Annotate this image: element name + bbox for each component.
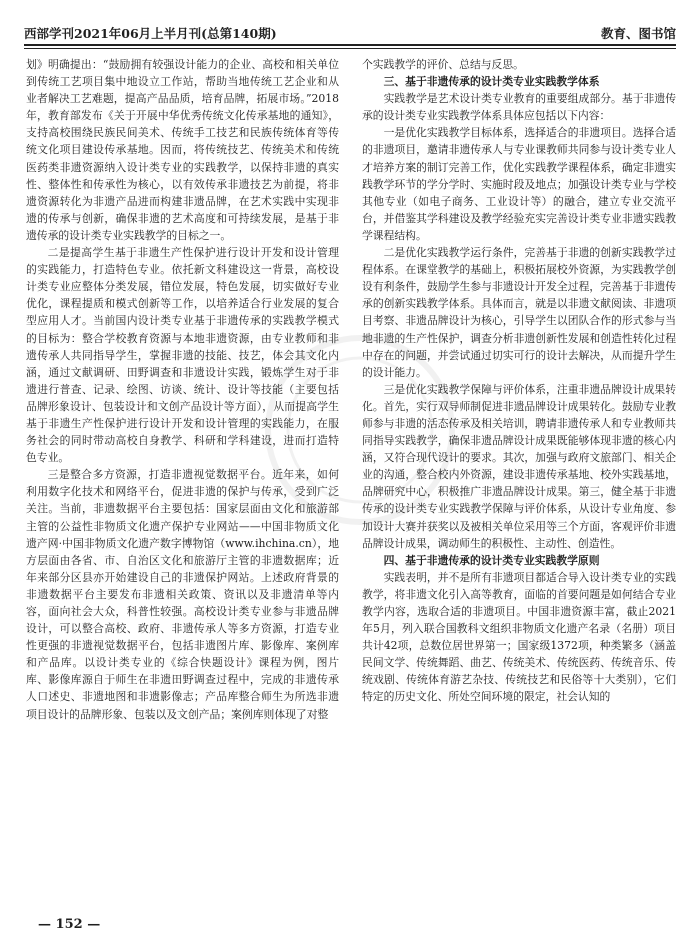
section-heading: 三、基于非遗传承的设计类专业实践教学体系 [383, 75, 600, 89]
section-label: 教育、图书馆 [600, 26, 676, 41]
running-header [24, 20, 676, 44]
body-paragraph: 二是优化实践教学运行条件，完善基于非遗的创新实践教学过程体系。在课堂教学的基础上，积极拓展校外资源，为实践教学创设有利条件，鼓励学生参与非遗设计开发全过程，完善基于非遗传承的创新实践教学体系。具体而言，就是以非遗文献阅读、非遗项目考察、非遗品牌设计为核心，引导学生以团队合作的形式参与当地非遗的生产性保护，调查分析非遗创新性发展和创造性转化过程中存在的问题，并尝试通过切实可行的设计去解决，从而提升学生的设计能力。 [362, 246, 676, 379]
body-paragraph: 个实践教学的评价、总结与反思。 [362, 58, 524, 71]
body-paragraph: 划》明确提出：“鼓励拥有较强设计能力的企业、高校和相关单位到传统工艺项目集中地设立工作站，帮助当地传统工艺企业和从业者解决工艺难题，提高产品品质，培育品牌，拓展市场。”2018年，教育部发布《关于开展中华优秀传统文化传承基地的通知》，支持高校围绕民族民间美术、传统手工技艺和民族传统体育等传统文化项目建设传承基地。因而，将传统技艺、传统美术和传统医药类非遗资源纳入设计类专业的实践教学，以保持非遗的真实性、整体性和传承性为核心，以有效传承非遗技艺为前提，将非遗资源转化为非遗产品进而构建非遗品牌，在艺术实践中实现非遗的传承与创新，确保非遗的艺术高度和可持续发展，是基于非遗传承的设计类专业实践教学的目标之一。 [26, 58, 339, 242]
body-paragraph: 三是优化实践教学保障与评价体系，注重非遗品牌设计成果转化。首先，实行双导师制促进非遗品牌设计成果转化。鼓励专业教师参与非遗的活态传承及相关培训，聘请非遗传承人和专业教师共同指导实践教学，确保非遗品牌设计成果既能够体现非遗的核心内涵，又符合现代设计的要求。其次，加强与政府文旅部门、相关企业的沟通，整合校内外资源，建设非遗传承基地、校外实践基地，品牌研究中心，积极推广非遗品牌设计成果。第三，健全基于非遗传承的设计类专业实践教学保障与评价体系，从设计专业角度、参加设计大赛并获奖以及被相关单位采用等三个方面，客观评价非遗品牌设计成果，调动师生的积极性、主动性、创造性。 [362, 382, 676, 550]
body-paragraph: 实践教学是艺术设计类专业教育的重要组成部分。基于非遗传承的设计类专业实践教学体系具体应包括以下内容： [362, 92, 676, 123]
body-paragraph: 三是整合多方资源，打造非遗视觉数据平台。近年来，如何利用数字化技术和网络平台，促进非遗的保护与传承，受到广泛关注。当前，非遗数据平台主要包括：国家层面由文化和旅游部主管的公益性非物质文化遗产保护专业网站——中国非物质文化遗产网·中国非物质文化遗产数字博物馆（www.ihchina.cn），地方层面由各省、市、自治区文化和旅游厅主管的非遗数据库；近年来部分区县亦开始建设自己的非遗保护网站。上述政府背景的非遗数据平台主要发布非遗相关政策、资讯以及非遗清单等内容，面向社会大众，科普性较强。高校设计类专业参与非遗品牌设计，可以整合高校、政府、非遗传承人等多方资源，打造专业性更强的非遗视觉数据平台，包括非遗图片库、影像库、案例库和产品库。以设计类专业的《综合快题设计》课程为例，图片库、影像库源自于师生在非遗田野调查过程中，完成的非遗传承人口述史、非遗地图和非遗影像志；产品库整合师生为所选非遗项目设计的品牌形象、包装以及文创产品；案例库则体现了对整 [26, 468, 339, 721]
journal-title: 西部学刊2021年06月上半月刊(总第140期) [24, 26, 277, 41]
section-heading: 四、基于非遗传承的设计类专业实践教学原则 [383, 553, 600, 567]
right-column [362, 56, 676, 906]
body-paragraph: 二是提高学生基于非遗生产性保护进行设计开发和设计管理的实践能力，打造特色专业。依托新文科建设这一背景，高校设计类专业应整体分类发展，错位发展，特色发展，切实做好专业优化，课程提质和模式创新等工作，以培养适合行业发展的复合型应用人才。当前国内设计类专业基于非遗传承的实践教学模式的目标为：整合学校教育资源与本地非遗资源，由专业教师和非遗传承人共同指导学生，掌握非遗的技能、技艺，体会其文化内涵，通过文献调研、田野调查和非遗设计实践，锻炼学生对于非遗进行普查、记录、绘图、访谈、统计、设计等技能（主要包括品牌形象设计、包装设计和文创产品设计等方面），从而提高学生基于非遗生产性保护进行设计开发和设计管理的实践能力，在服务社会的同时带动高校自身教学、科研和学科建设，进而打造特色专业。 [26, 246, 339, 465]
header-rule-thin [24, 48, 676, 49]
left-column [26, 56, 339, 906]
header-rule-thick [24, 44, 676, 46]
page-number: — 152 — [38, 917, 101, 932]
body-paragraph: 一是优化实践教学目标体系，选择适合的非遗项目。选择合适的非遗项目，邀请非遗传承人与专业课教师共同参与设计类专业人才培养方案的制订完善工作，优化实践教学课程体系，确定非遗实践教学环节的学分学时、实施时段及地点；加强设计类专业与学校其他专业（如电子商务、工业设计等）的融合，建立专业交流平台，并借鉴其学科建设及教学经验充实完善设计类专业非遗实践教学课程结构。 [362, 126, 676, 242]
body-paragraph: 实践表明，并不是所有非遗项目都适合导入设计类专业的实践教学，将非遗文化引入高等教育，面临的首要问题是如何结合专业教学内容，选取合适的非遗项目。中国非遗资源丰富，截止2021年5月，列入联合国教科文组织非物质文化遗产名录（名册）项目共计42项，总数位居世界第一；国家级1372项，种类繁多（涵盖民间文学、传统舞蹈、曲艺、传统美术、传统医药、传统音乐、传统戏剧、传统体育游艺杂技、传统技艺和民俗等十大类别），它们特定的历史文化、所处空间环境的限定，社会认知的 [362, 570, 676, 704]
